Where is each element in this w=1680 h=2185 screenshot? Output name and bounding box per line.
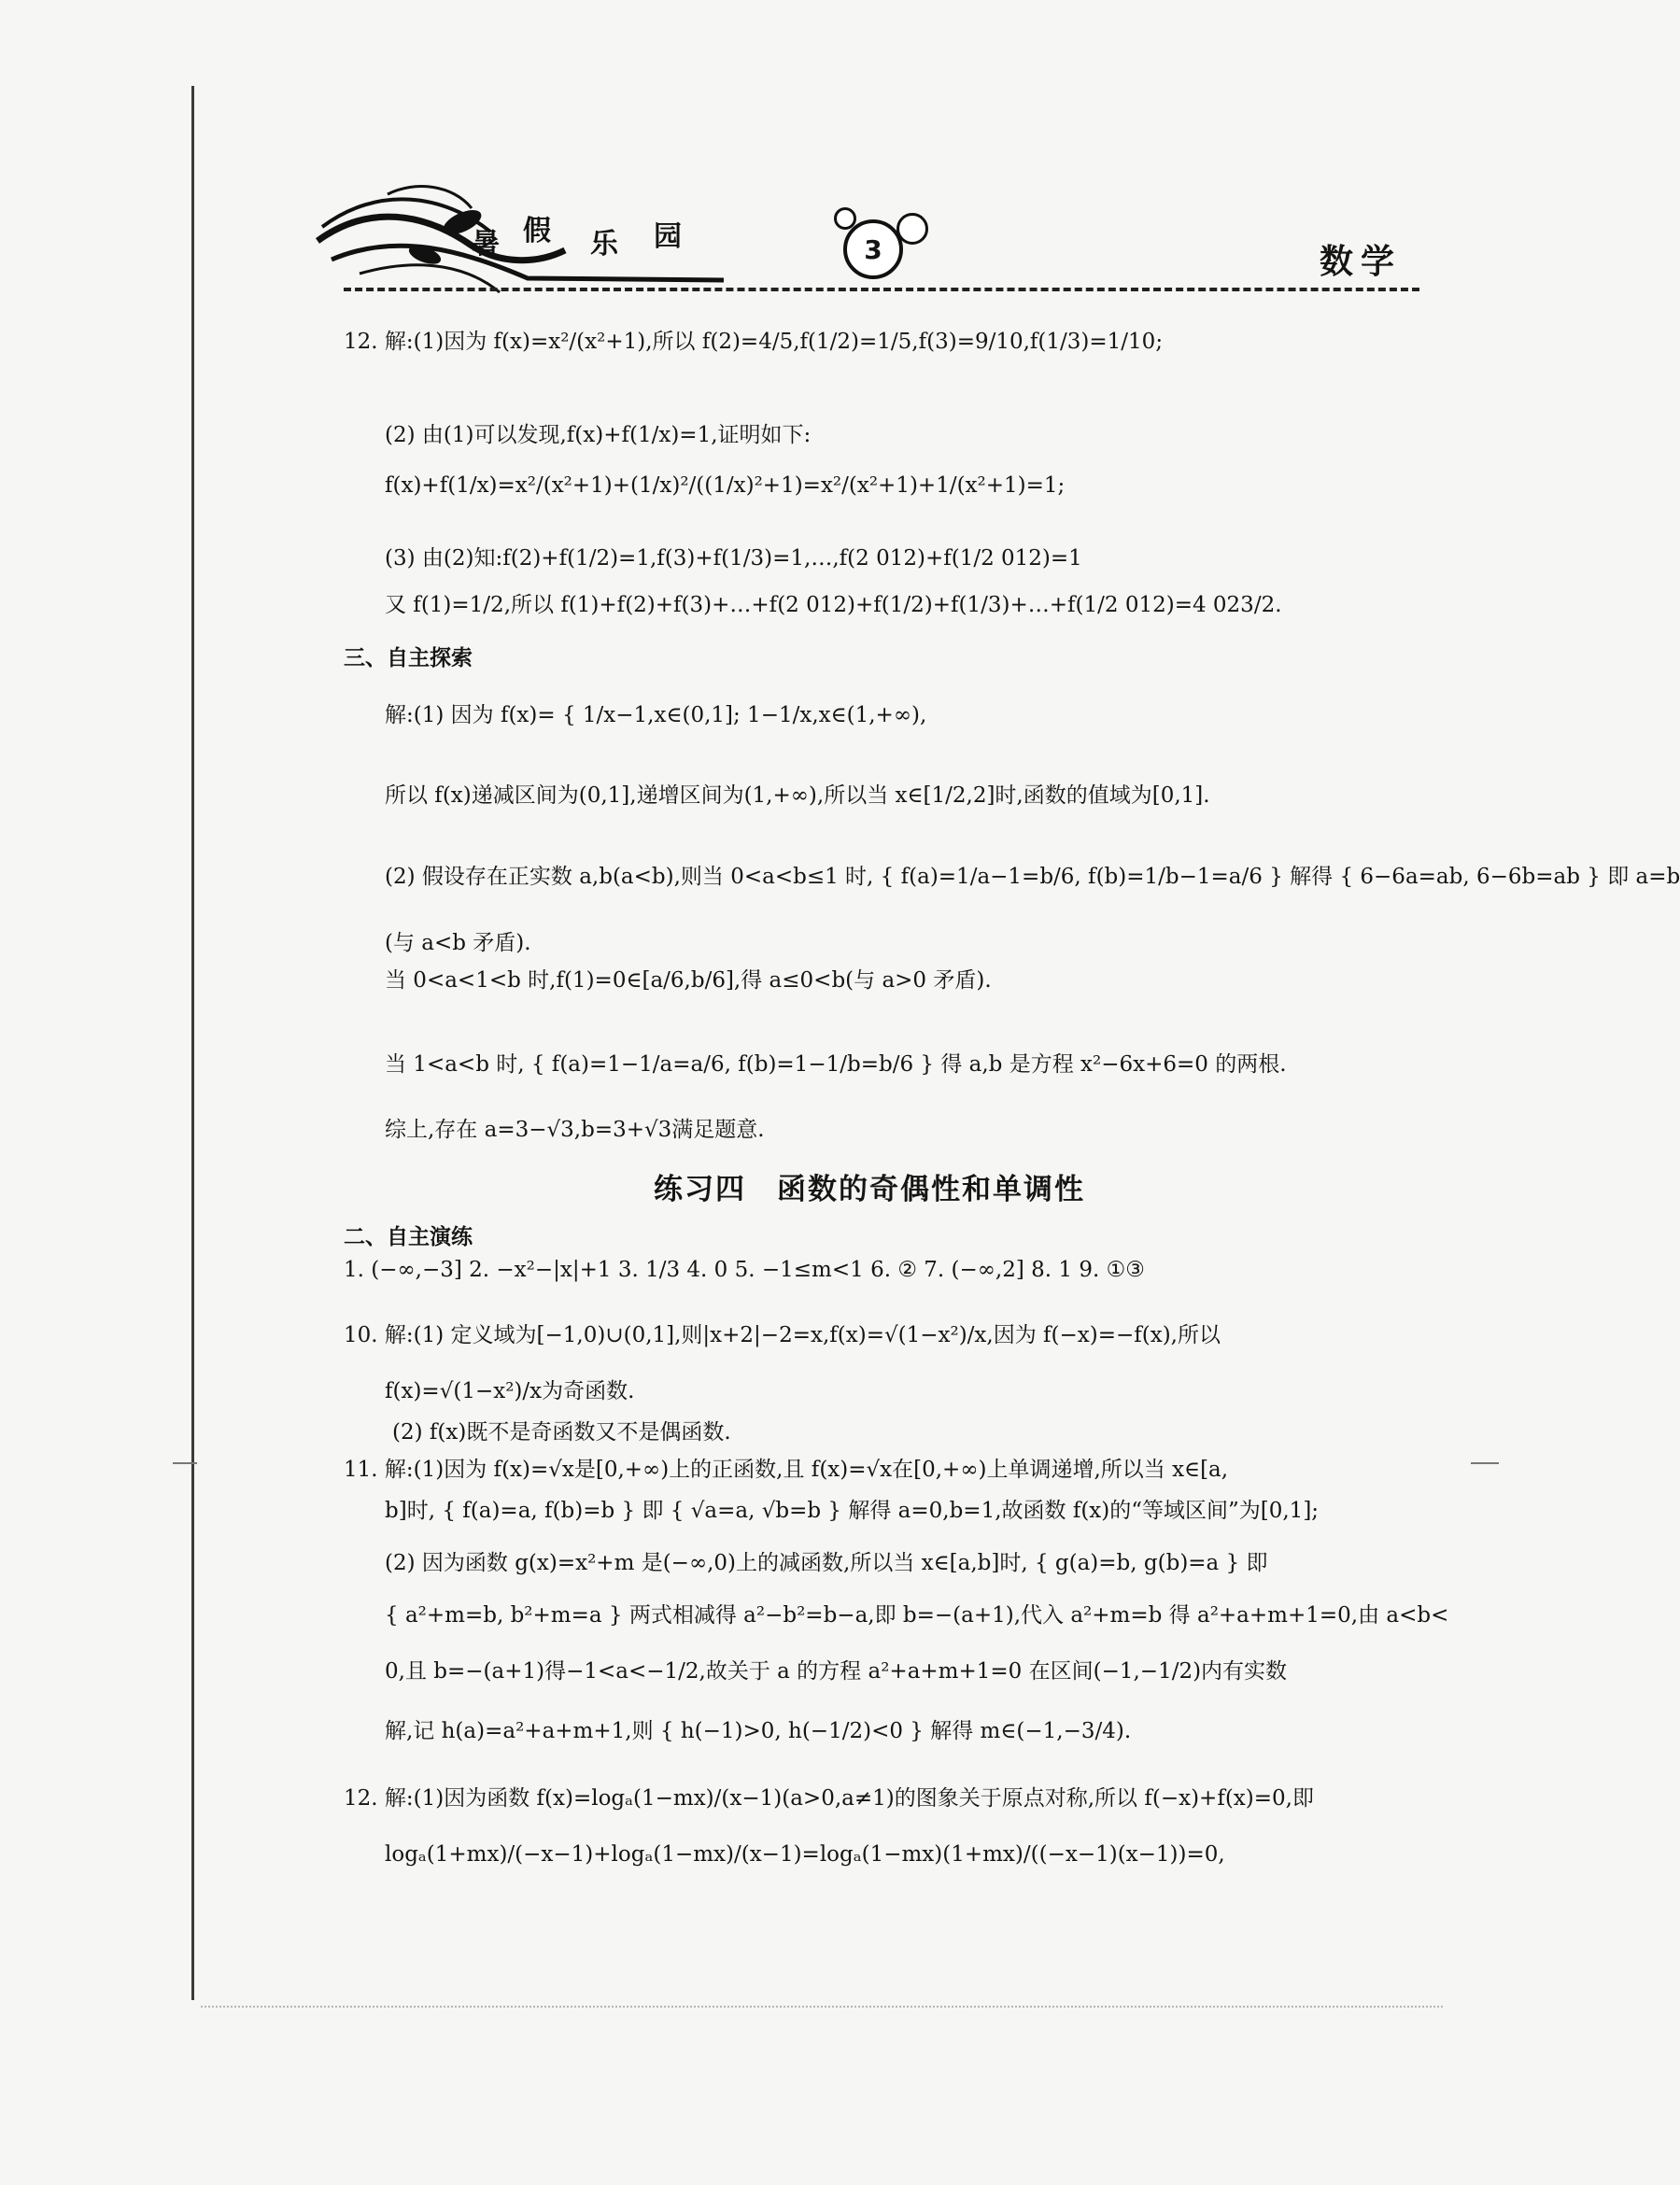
answer-line: (3) 由(2)知:f(2)+f(1/2)=1,f(3)+f(1/3)=1,…,f(2 012)+f(1/2 012)=1 xyxy=(385,546,1082,571)
scan-mark xyxy=(1471,1462,1499,1464)
answer-line: b]时, { f(a)=a, f(b)=b } 即 { √a=a, √b=b } 解得 a=0,b=1,故函数 f(x)的“等域区间”为[0,1]; xyxy=(385,1499,1320,1523)
answer-line: 0,且 b=−(a+1)得−1<a<−1/2,故关于 a 的方程 a²+a+m+1=0 在区间(−1,−1/2)内有实数 xyxy=(385,1659,1288,1684)
answer-line: { a²+m=b, b²+m=a } 两式相减得 a²−b²=b−a,即 b=−(a+1),代入 a²+m=b 得 a²+a+m+1=0,由 a<b< xyxy=(385,1603,1449,1628)
answer-line: (2) 假设存在正实数 a,b(a<b),则当 0<a<b≤1 时, { f(a)=1/a−1=b/6, f(b)=1/b−1=a/6 } 解得 { 6−6a=ab, 6−6b=ab } 即 a=b xyxy=(385,865,1680,889)
answer-line: f(x)+f(1/x)=x²/(x²+1)+(1/x)²/((1/x)²+1)=x²/(x²+1)+1/(x²+1)=1; xyxy=(385,473,1066,498)
answer-line: 11. 解:(1)因为 f(x)=√x是[0,+∞)上的正函数,且 f(x)=√x在[0,+∞)上单调递增,所以当 x∈[a, xyxy=(344,1458,1229,1482)
subject-label: 数学 xyxy=(1320,243,1403,281)
answer-line: (2) 由(1)可以发现,f(x)+f(1/x)=1,证明如下: xyxy=(385,423,812,447)
answer-line: 12. 解:(1)因为函数 f(x)=logₐ(1−mx)/(x−1)(a>0,a≠1)的图象关于原点对称,所以 f(−x)+f(x)=0,即 xyxy=(344,1786,1314,1811)
page-number: 3 xyxy=(843,219,903,279)
section-heading: 三、自主探索 xyxy=(344,646,473,670)
answer-line: 解,记 h(a)=a²+a+m+1,则 { h(−1)>0, h(−1/2)<0 } 解得 m∈(−1,−3/4). xyxy=(385,1719,1132,1743)
answer-line: 解:(1) 因为 f(x)= { 1/x−1,x∈(0,1]; 1−1/x,x∈(1,+∞), xyxy=(385,703,927,727)
answer-line: f(x)=√(1−x²)/x为奇函数. xyxy=(385,1379,635,1403)
answer-line: 所以 f(x)递减区间为(0,1],递增区间为(1,+∞),所以当 x∈[1/2,2]时,函数的值域为[0,1]. xyxy=(385,783,1210,808)
answer-line: 12. 解:(1)因为 f(x)=x²/(x²+1),所以 f(2)=4/5,f(1/2)=1/5,f(3)=9/10,f(1/3)=1/10; xyxy=(344,330,1164,354)
scan-mark xyxy=(173,1462,197,1464)
answer-line: 当 1<a<b 时, { f(a)=1−1/a=a/6, f(b)=1−1/b=b/6 } 得 a,b 是方程 x²−6x+6=0 的两根. xyxy=(385,1052,1287,1077)
answer-line: (2) 因为函数 g(x)=x²+m 是(−∞,0)上的减函数,所以当 x∈[a,b]时, { g(a)=b, g(b)=a } 即 xyxy=(385,1551,1268,1575)
answer-line: (与 a<b 矛盾). xyxy=(385,931,531,955)
banner-char-4: 园 xyxy=(654,220,682,253)
scan-bottom-edge xyxy=(201,2006,1443,2008)
scan-binding-edge xyxy=(191,86,194,2000)
answer-line: 又 f(1)=1/2,所以 f(1)+f(2)+f(3)+…+f(2 012)+f(1/2)+f(1/3)+…+f(1/2 012)=4 023/2. xyxy=(385,593,1282,617)
exercise-title: 练习四 函数的奇偶性和单调性 xyxy=(654,1173,1085,1206)
answer-line: 综上,存在 a=3−√3,b=3+√3满足题意. xyxy=(385,1118,765,1142)
banner-char-1: 暑 xyxy=(472,228,500,261)
banner-char-2: 假 xyxy=(523,215,551,247)
answer-line: (2) f(x)既不是奇函数又不是偶函数. xyxy=(392,1420,731,1445)
answer-line: 1. (−∞,−3] 2. −x²−|x|+1 3. 1/3 4. 0 5. −1≤m<1 6. ② 7. (−∞,2] 8. 1 9. ①③ xyxy=(344,1258,1145,1282)
answer-line: 当 0<a<1<b 时,f(1)=0∈[a/6,b/6],得 a≤0<b(与 a>0 矛盾). xyxy=(385,968,992,993)
answer-line: logₐ(1+mx)/(−x−1)+logₐ(1−mx)/(x−1)=logₐ(1−mx)(1+mx)/((−x−1)(x−1))=0, xyxy=(385,1842,1225,1867)
header-divider xyxy=(344,288,1419,291)
section-heading: 二、自主演练 xyxy=(344,1225,473,1249)
answer-line: 10. 解:(1) 定义域为[−1,0)∪(0,1],则|x+2|−2=x,f(x)=√(1−x²)/x,因为 f(−x)=−f(x),所以 xyxy=(344,1323,1221,1347)
banner-char-3: 乐 xyxy=(590,228,618,261)
